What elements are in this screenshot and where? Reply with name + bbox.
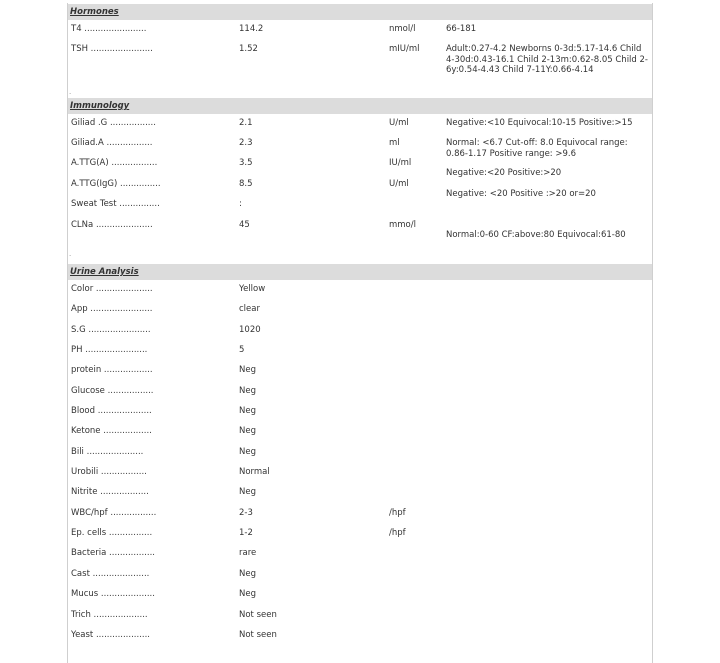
test-unit: /hpf bbox=[389, 528, 406, 539]
test-value: Neg bbox=[239, 406, 256, 417]
test-name: Yeast .................... bbox=[71, 629, 151, 640]
test-value: Neg bbox=[239, 589, 256, 600]
test-name: Nitrite .................. bbox=[71, 487, 149, 498]
test-unit: mIU/ml bbox=[389, 44, 420, 54]
test-value: 114.2 bbox=[239, 24, 264, 34]
test-name: Glucose ................. bbox=[71, 385, 154, 396]
test-unit: IU/ml bbox=[389, 158, 412, 168]
table-row bbox=[68, 606, 652, 626]
test-name: Color ..................... bbox=[71, 284, 153, 294]
table-row bbox=[68, 382, 652, 402]
urine-analysis-header: Urine Analysis bbox=[68, 264, 652, 280]
table-row bbox=[68, 134, 652, 159]
test-value: 1.52 bbox=[239, 44, 258, 54]
test-value: Neg bbox=[239, 487, 256, 498]
test-unit: nmol/l bbox=[389, 24, 416, 34]
table-row bbox=[68, 463, 652, 483]
test-value: Normal bbox=[239, 467, 270, 478]
test-name: Mucus .................... bbox=[71, 589, 155, 600]
test-name: S.G ....................... bbox=[71, 324, 151, 335]
table-row bbox=[68, 341, 652, 361]
test-name: TSH ....................... bbox=[71, 44, 153, 54]
test-name: Ketone .................. bbox=[71, 426, 152, 437]
reference-range: Adult:0.27-4.2 Newborns 0-3d:5.17-14.6 Child 4-30d:0.43-16.1 Child 2-13m:0.62-8.05 Child 2-6y:0.54-4.43 Child 7-11Y:0.66-4.14 bbox=[446, 44, 648, 75]
table-row bbox=[68, 402, 652, 422]
test-name: Bacteria ................. bbox=[71, 548, 155, 559]
table-row bbox=[68, 154, 652, 178]
table-row bbox=[68, 216, 652, 258]
test-value: 3.5 bbox=[239, 158, 253, 168]
table-row bbox=[68, 300, 652, 320]
hormones-header: Hormones bbox=[68, 4, 652, 20]
test-value: Neg bbox=[239, 446, 256, 457]
test-name: Urobili ................. bbox=[71, 467, 147, 478]
test-value: 1020 bbox=[239, 324, 261, 335]
urine-analysis-section bbox=[68, 264, 652, 646]
urine-rows bbox=[68, 280, 652, 646]
lab-report bbox=[67, 3, 653, 663]
table-row bbox=[68, 40, 652, 98]
test-name: Sweat Test ............... bbox=[71, 199, 160, 209]
test-value: 2.3 bbox=[239, 138, 253, 148]
section-end-mark: . bbox=[69, 250, 72, 258]
test-value: Neg bbox=[239, 385, 256, 396]
table-row bbox=[68, 504, 652, 524]
table-row bbox=[68, 195, 652, 216]
table-row bbox=[68, 626, 652, 646]
table-row bbox=[68, 524, 652, 544]
test-name: Trich .................... bbox=[71, 609, 148, 620]
test-value: Not seen bbox=[239, 609, 277, 620]
test-unit: mmo/l bbox=[389, 220, 416, 230]
reference-range: Normal:0-60 CF:above:80 Equivocal:61-80 bbox=[446, 230, 626, 240]
reference-range: Negative:<10 Equivocal:10-15 Positive:>15 bbox=[446, 118, 633, 128]
test-name: A.TTG(IgG) ............... bbox=[71, 179, 161, 189]
test-value: 45 bbox=[239, 220, 250, 230]
test-value: 5 bbox=[239, 345, 245, 356]
table-row bbox=[68, 585, 652, 605]
test-name: CLNa ..................... bbox=[71, 220, 153, 230]
test-name: Ep. cells ................ bbox=[71, 528, 153, 539]
reference-range: Negative:<20 Positive:>20 bbox=[446, 168, 562, 178]
table-row bbox=[68, 321, 652, 341]
test-value: Neg bbox=[239, 426, 256, 437]
section-end-mark: . bbox=[69, 88, 72, 96]
test-unit: U/ml bbox=[389, 118, 409, 128]
test-value: 2.1 bbox=[239, 118, 253, 128]
test-value: Neg bbox=[239, 568, 256, 579]
table-row bbox=[68, 175, 652, 199]
test-name: Bili ..................... bbox=[71, 446, 144, 457]
test-name: App ....................... bbox=[71, 304, 153, 315]
test-name: protein .................. bbox=[71, 365, 153, 376]
test-unit: U/ml bbox=[389, 179, 409, 189]
table-row bbox=[68, 422, 652, 442]
table-row bbox=[68, 483, 652, 503]
test-name: Giliad.A ................. bbox=[71, 138, 153, 148]
test-name: A.TTG(A) ................. bbox=[71, 158, 158, 168]
test-value: 8.5 bbox=[239, 179, 253, 189]
test-name: Blood .................... bbox=[71, 406, 152, 417]
table-row bbox=[68, 443, 652, 463]
reference-range: 66-181 bbox=[446, 24, 477, 34]
test-value: clear bbox=[239, 304, 260, 315]
test-name: T4 ....................... bbox=[71, 24, 147, 34]
test-unit: /hpf bbox=[389, 507, 406, 518]
test-value: Neg bbox=[239, 365, 256, 376]
reference-range: Negative: <20 Positive :>20 or=20 bbox=[446, 189, 596, 199]
test-name: Cast ..................... bbox=[71, 568, 150, 579]
test-name: PH ....................... bbox=[71, 345, 148, 356]
test-name: Giliad .G ................. bbox=[71, 118, 156, 128]
test-value: 1-2 bbox=[239, 528, 253, 539]
test-name: WBC/hpf ................. bbox=[71, 507, 157, 518]
table-row bbox=[68, 114, 652, 134]
table-row bbox=[68, 565, 652, 585]
reference-range: Normal: <6.7 Cut-off: 8.0 Equivocal range: 0.86-1.17 Positive range: >9.6 bbox=[446, 138, 628, 159]
test-value: 2-3 bbox=[239, 507, 253, 518]
immunology-header: Immunology bbox=[68, 98, 652, 114]
test-unit: ml bbox=[389, 138, 400, 148]
test-value: Not seen bbox=[239, 629, 277, 640]
table-row bbox=[68, 20, 652, 40]
test-value: rare bbox=[239, 548, 257, 559]
test-value: : bbox=[239, 199, 242, 209]
table-row bbox=[68, 361, 652, 381]
hormones-section bbox=[68, 4, 652, 98]
immunology-section bbox=[68, 98, 652, 258]
test-value: Yellow bbox=[239, 284, 266, 294]
table-row bbox=[68, 544, 652, 564]
table-row bbox=[68, 280, 652, 300]
